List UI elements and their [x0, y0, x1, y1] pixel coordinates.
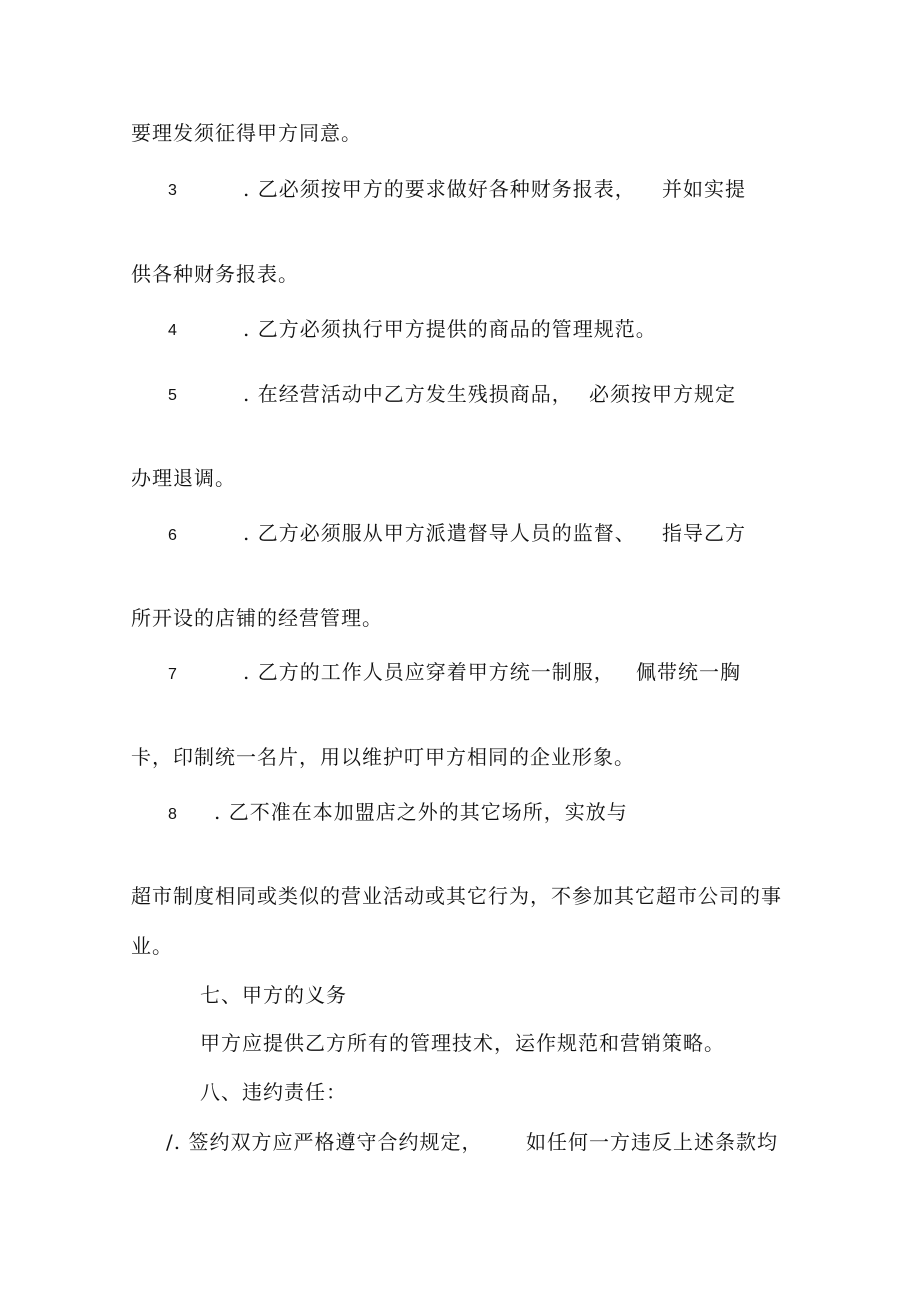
paragraph-line: 佩带统一胸	[636, 660, 741, 684]
paragraph-line: 指导乙方	[662, 521, 746, 545]
paragraph-line: 如任何一方违反上述条款均	[526, 1130, 778, 1154]
paragraph-line: . 乙方的工作人员应穿着甲方统一制服，	[243, 660, 615, 684]
paragraph-line: . 乙方必须服从甲方派遣督导人员的监督、	[243, 521, 636, 545]
paragraph-line: 要理发须征得甲方同意。	[131, 121, 362, 145]
item-number: 5	[168, 387, 177, 404]
item-number: 8	[168, 806, 177, 823]
item-number: 7	[168, 666, 177, 683]
paragraph-line: 卡，印制统一名片，用以维护叮甲方相同的企业形象。	[131, 745, 635, 769]
paragraph-line: 并如实提	[662, 177, 746, 201]
item-number: 3	[168, 182, 177, 199]
paragraph-line: . 乙必须按甲方的要求做好各种财务报表，	[243, 177, 636, 201]
paragraph-line: 必须按甲方规定	[589, 382, 736, 406]
paragraph-line: 业。	[131, 934, 173, 958]
paragraph-line: 所开设的店铺的经营管理。	[131, 606, 383, 630]
paragraph-line: . 在经营活动中乙方发生残损商品，	[243, 382, 573, 406]
paragraph-line: . 乙方必须执行甲方提供的商品的管理规范。	[243, 317, 657, 341]
paragraph-line: 办理退调。	[131, 466, 236, 490]
section-heading: 八、违约责任：	[200, 1080, 347, 1104]
item-number: 6	[168, 527, 177, 544]
paragraph-line: /. 签约双方应严格遵守合约规定，	[166, 1130, 483, 1154]
item-number: 4	[168, 322, 177, 339]
section-heading: 七、甲方的义务	[200, 983, 347, 1007]
paragraph-line: 供各种财务报表。	[131, 262, 299, 286]
paragraph-line: 甲方应提供乙方所有的管理技术，运作规范和营销策略。	[200, 1031, 725, 1055]
paragraph-line: . 乙不准在本加盟店之外的其它场所，实放与	[214, 800, 628, 824]
paragraph-line: 超市制度相同或类似的营业活动或其它行为，不参加其它超市公司的事	[131, 884, 782, 908]
